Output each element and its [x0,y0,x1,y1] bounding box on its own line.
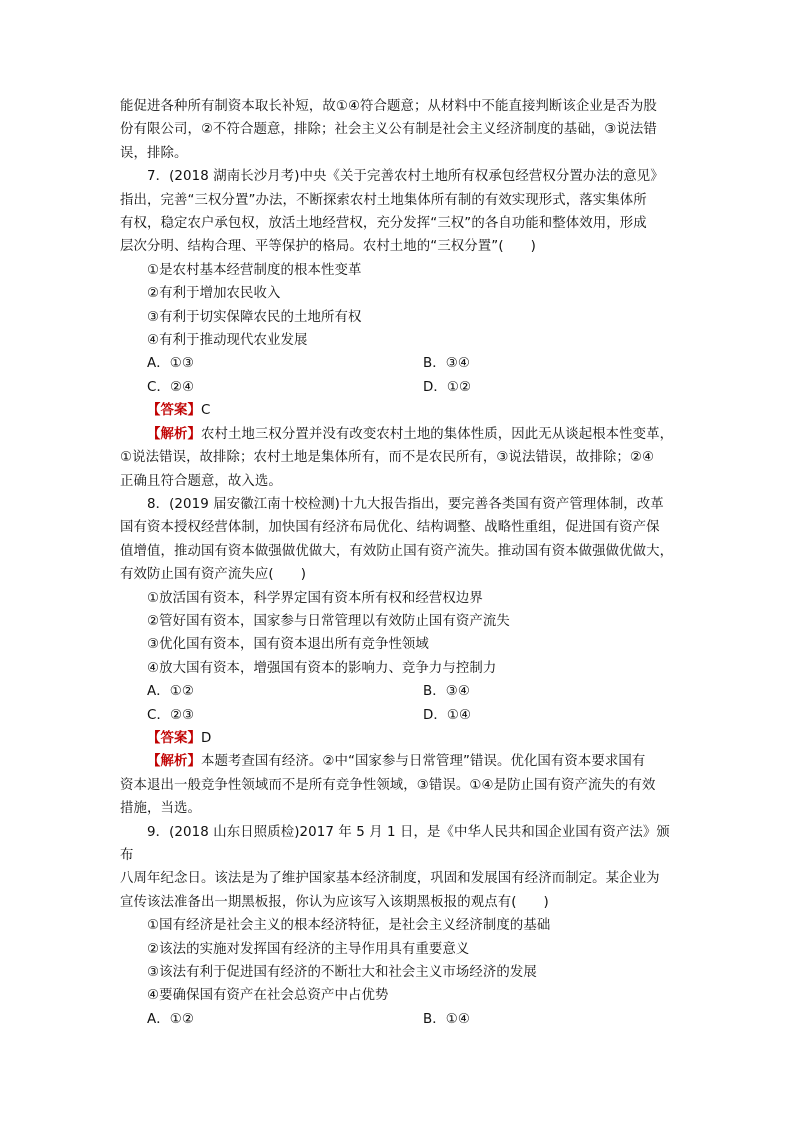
choice-b: B．③④ [423,356,470,372]
question-stem-line: 指出，完善“三权分置”办法，不断探索农村土地集体所有制的有效实现形式，落实集体所 [120,192,647,208]
text-line: 份有限公司，②不符合题意，排除；社会主义公有制是社会主义经济制度的基础，③说法错 [120,122,657,138]
choice-row [120,352,680,375]
statement-option: ①国有经济是社会主义的根本经济特征，是社会主义经济制度的基础 [147,918,551,934]
analysis-text: 农村土地三权分置并没有改变农村土地的集体性质，因此无从谈起根本性变革， [200,426,674,442]
statement-option: ②管好国有资本，国家参与日常管理以有效防止国有资产流失 [147,613,510,629]
question-stem-line: 8．(2019 届安徽江南十校检测)十九大报告指出，要完善各类国有资产管理体制，改革 [147,496,664,512]
question-stem-line: 有权，稳定农户承包权，放活土地经营权，充分发挥“三权”的各自功能和整体效用，形成 [120,216,647,232]
statement-option: ③有利于切实保障农民的土地所有权 [147,309,362,325]
question-stem-line: 9．(2018 山东日照质检)2017 年 5 月 1 日，是《中华人民共和国企业国有资产法》颁布 [120,824,670,863]
document-page [120,95,680,1031]
analysis-line: 正确且符合题意，故入选。 [120,473,282,489]
analysis-line [120,750,680,773]
analysis-line: ①说法错误，故排除；农村土地是集体所有，而不是农民所有，③说法错误，故排除；②④ [120,450,655,466]
text-line: 误，排除。 [120,145,188,161]
question-8 [120,493,680,821]
choice-d: D．①② [423,379,472,395]
question-stem-line: 有效防止国有资产流失应( ) [120,567,307,583]
question-stem-line: 八周年纪念日。该法是为了维护国家基本经济制度，巩固和发展国有经济而制定。某企业为 [120,871,660,887]
question-stem-line: 7．(2018 湖南长沙月考)中央《关于完善农村土地所有权承包经营权分置办法的意见》 [147,169,664,185]
statement-option: ①放活国有资本，科学界定国有资本所有权和经营权边界 [147,590,483,606]
question-9 [120,821,680,1032]
answer-line [120,399,680,422]
choice-a: A．①③ [147,356,194,372]
choice-row [120,376,680,399]
choice-c: C．②④ [147,379,195,395]
statement-option: ②有利于增加农民收入 [147,286,281,302]
choice-a: A．①② [147,684,194,700]
choice-row [120,680,680,703]
analysis-text: 本题考查国有经济。②中“国家参与日常管理”错误。优化国有资本要求国有 [200,754,646,770]
choice-c: C．②③ [147,707,195,723]
statement-option: ②该法的实施对发挥国有经济的主导作用具有重要意义 [147,941,470,957]
choice-row [120,1008,680,1031]
question-stem-line: 宣传该法准备出一期黑板报，你认为应该写入该期黑板报的观点有( ) [120,894,549,910]
question-7 [120,165,680,493]
statement-option: ④放大国有资本，增强国有资本的影响力、竞争力与控制力 [147,660,497,676]
intro-paragraph [120,95,680,165]
choice-b: B．①④ [423,1011,470,1027]
answer-line [120,727,680,750]
text-line: 能促进各种所有制资本取长补短，故①④符合题意；从材料中不能直接判断该企业是否为股 [120,99,657,114]
answer-value: D [200,730,212,746]
statement-option: ①是农村基本经营制度的根本性变革 [147,262,362,278]
answer-tag: 【答案】 [147,403,201,419]
question-stem-line: 国有资本授权经营体制，加快国有经济布局优化、结构调整、战略性重组，促进国有资产保 [120,520,660,536]
analysis-tag: 【解析】 [147,426,201,442]
question-stem-line: 值增值，推动国有资本做强做优做大，有效防止国有资产流失。推动国有资本做强做优做大， [120,543,674,559]
answer-tag: 【答案】 [147,730,201,746]
choice-d: D．①④ [423,707,472,723]
statement-option: ③该法有利于促进国有经济的不断壮大和社会主义市场经济的发展 [147,965,537,981]
choice-a: A．①② [147,1011,194,1027]
analysis-line [120,423,680,446]
analysis-tag: 【解析】 [147,754,201,770]
question-stem-line: 层次分明、结构合理、平等保护的格局。农村土地的“三权分置”( ) [120,239,536,255]
analysis-line: 资本退出一般竞争性领域而不是所有竞争性领域，③错误。①④是防止国有资产流失的有效 [120,777,656,793]
choice-b: B．③④ [423,684,470,700]
answer-value: C [200,403,211,419]
analysis-line: 措施，当选。 [120,801,201,817]
statement-option: ③优化国有资本，国有资本退出所有竞争性领域 [147,637,429,653]
statement-option: ④要确保国有资产在社会总资产中占优势 [147,988,389,1004]
statement-option: ④有利于推动现代农业发展 [147,333,308,349]
choice-row [120,704,680,727]
